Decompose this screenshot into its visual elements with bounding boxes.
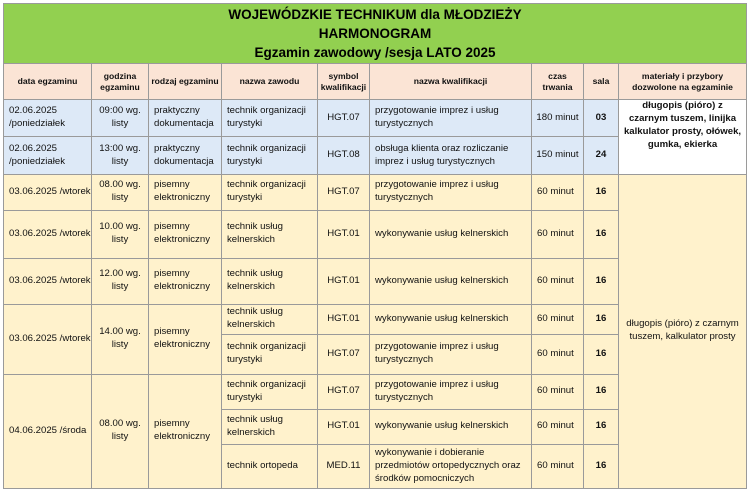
profession-name: technik usług kelnerskich	[222, 210, 318, 258]
qualification-name: wykonywanie i dobieranie przedmiotów ortopedycznych oraz środków pomocniczych	[370, 444, 532, 488]
exam-type: pisemny elektroniczny	[149, 210, 222, 258]
header-materials: materiały i przybory dozwolone na egzaminie	[619, 64, 747, 100]
exam-date: 03.06.2025 /wtorek	[4, 304, 92, 374]
exam-room: 16	[584, 174, 619, 210]
exam-duration: 60 minut	[532, 444, 584, 488]
qualification-name: wykonywanie usług kelnerskich	[370, 258, 532, 304]
exam-time: 10.00 wg. listy	[92, 210, 149, 258]
exam-room: 16	[584, 374, 619, 409]
profession-name: technik organizacji turystyki	[222, 100, 318, 137]
materials-written: długopis (pióro) z czarnym tuszem, kalkulator prosty	[619, 174, 747, 488]
exam-room: 16	[584, 258, 619, 304]
qualification-symbol: HGT.07	[318, 100, 370, 137]
qualification-symbol: HGT.08	[318, 137, 370, 174]
qualification-symbol: HGT.07	[318, 334, 370, 374]
header-room: sala	[584, 64, 619, 100]
header-row	[4, 64, 747, 100]
qualification-symbol: HGT.01	[318, 258, 370, 304]
exam-duration: 60 minut	[532, 258, 584, 304]
exam-room: 24	[584, 137, 619, 174]
exam-type: pisemny elektroniczny	[149, 258, 222, 304]
qualification-name: przygotowanie imprez i usług turystycznych	[370, 334, 532, 374]
exam-time: 14.00 wg. listy	[92, 304, 149, 374]
exam-duration: 150 minut	[532, 137, 584, 174]
header-qualification: nazwa kwalifikacji	[370, 64, 532, 100]
profession-name: technik usług kelnerskich	[222, 258, 318, 304]
exam-room: 16	[584, 409, 619, 444]
exam-room: 16	[584, 304, 619, 334]
profession-name: technik usług kelnerskich	[222, 409, 318, 444]
materials-practical-text: długopis (pióro) z czarnym tuszem, linijka kalkulator prosty, ołówek, gumka, ekierka	[623, 100, 742, 150]
exam-type: pisemny elektroniczny	[149, 174, 222, 210]
profession-name: technik organizacji turystyki	[222, 137, 318, 174]
header-profession: nazwa zawodu	[222, 64, 318, 100]
qualification-name: wykonywanie usług kelnerskich	[370, 409, 532, 444]
exam-date: 03.06.2025 /wtorek	[4, 174, 92, 210]
schedule-table	[3, 3, 747, 489]
exam-duration: 60 minut	[532, 210, 584, 258]
table-row	[4, 100, 747, 137]
exam-room: 03	[584, 100, 619, 137]
exam-time: 08.00 wg. listy	[92, 174, 149, 210]
document-title: HARMONOGRAM	[318, 26, 432, 41]
qualification-name: przygotowanie imprez i usług turystycznych	[370, 100, 532, 137]
exam-type: praktyczny dokumentacja	[149, 137, 222, 174]
exam-time: 12.00 wg. listy	[92, 258, 149, 304]
header-time: godzina egzaminu	[92, 64, 149, 100]
qualification-name: przygotowanie imprez i usług turystycznych	[370, 374, 532, 409]
qualification-symbol: HGT.07	[318, 174, 370, 210]
qualification-name: przygotowanie imprez i usług turystycznych	[370, 174, 532, 210]
exam-duration: 60 minut	[532, 174, 584, 210]
exam-room: 16	[584, 210, 619, 258]
header-date: data egzaminu	[4, 64, 92, 100]
profession-name: technik organizacji turystyki	[222, 174, 318, 210]
exam-room: 16	[584, 444, 619, 488]
qualification-symbol: HGT.01	[318, 210, 370, 258]
exam-date: 04.06.2025 /środa	[4, 374, 92, 488]
qualification-symbol: HGT.07	[318, 374, 370, 409]
exam-session: Egzamin zawodowy /sesja LATO 2025	[254, 45, 496, 60]
title-banner	[4, 4, 747, 64]
profession-name: technik ortopeda	[222, 444, 318, 488]
exam-date: 03.06.2025 /wtorek	[4, 210, 92, 258]
exam-duration: 180 minut	[532, 100, 584, 137]
exam-duration: 60 minut	[532, 374, 584, 409]
exam-date: 02.06.2025 /poniedziałek	[4, 137, 92, 174]
qualification-symbol: MED.11	[318, 444, 370, 488]
qualification-name: obsługa klienta oraz rozliczanie imprez i usług turystycznych	[370, 137, 532, 174]
exam-time: 13:00 wg. listy	[92, 137, 149, 174]
exam-date: 02.06.2025 /poniedziałek	[4, 100, 92, 137]
exam-duration: 60 minut	[532, 304, 584, 334]
exam-duration: 60 minut	[532, 334, 584, 374]
exam-date: 03.06.2025 /wtorek	[4, 258, 92, 304]
table-row	[4, 174, 747, 210]
school-name: WOJEWÓDZKIE TECHNIKUM dla MŁODZIEŻY	[228, 7, 522, 22]
schedule-sheet	[3, 3, 746, 489]
exam-type: pisemny elektroniczny	[149, 374, 222, 488]
materials-practical	[619, 100, 747, 175]
header-duration: czas trwania	[532, 64, 584, 100]
profession-name: technik organizacji turystyki	[222, 334, 318, 374]
exam-duration: 60 minut	[532, 409, 584, 444]
exam-time: 09:00 wg. listy	[92, 100, 149, 137]
qualification-name: wykonywanie usług kelnerskich	[370, 304, 532, 334]
exam-time: 08.00 wg. listy	[92, 374, 149, 488]
qualification-name: wykonywanie usług kelnerskich	[370, 210, 532, 258]
exam-room: 16	[584, 334, 619, 374]
profession-name: technik organizacji turystyki	[222, 374, 318, 409]
exam-type: praktyczny dokumentacja	[149, 100, 222, 137]
header-symbol: symbol kwalifikacji	[318, 64, 370, 100]
profession-name: technik usług kelnerskich	[222, 304, 318, 334]
header-type: rodzaj egzaminu	[149, 64, 222, 100]
qualification-symbol: HGT.01	[318, 409, 370, 444]
exam-type: pisemny elektroniczny	[149, 304, 222, 374]
qualification-symbol: HGT.01	[318, 304, 370, 334]
